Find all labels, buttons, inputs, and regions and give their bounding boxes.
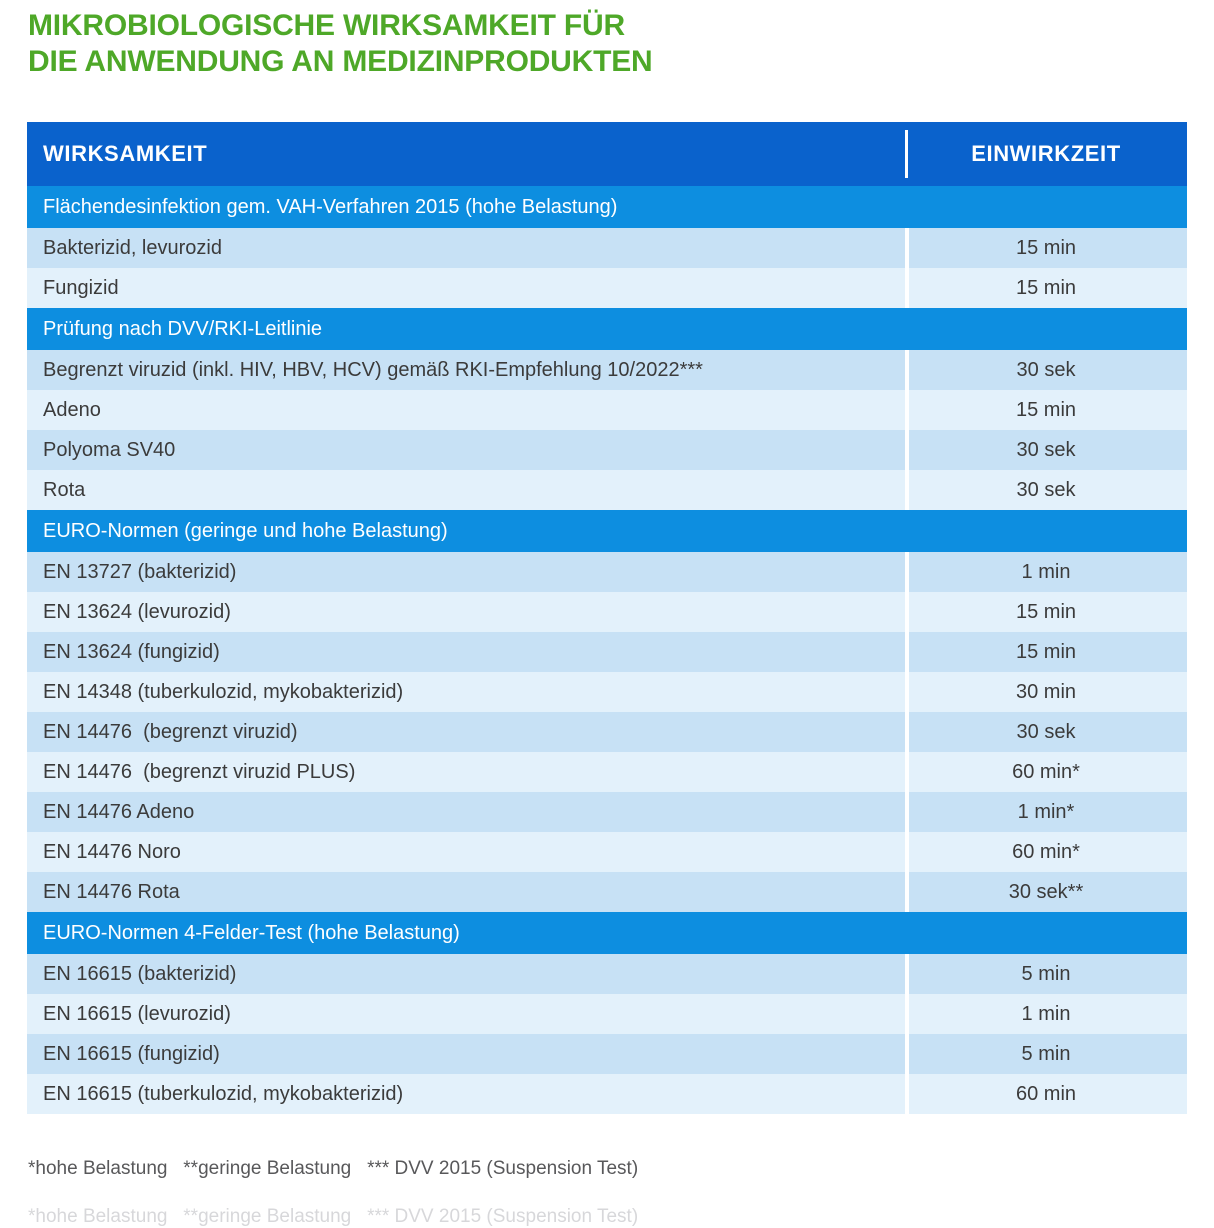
table-row [27,1034,1187,1074]
column-header-contact-time-label: EINWIRKZEIT [971,141,1121,166]
efficacy-cell [27,592,905,632]
efficacy-cell [27,470,905,510]
section-header-label-cell [27,186,905,228]
section-header-spacer-cell [905,186,1187,228]
section-header-row [27,186,1187,228]
contact-time-cell [905,268,1187,308]
contact-time-value: 30 sek [1016,720,1076,743]
contact-time-cell [905,1074,1187,1114]
contact-time-value: 1 min [1021,560,1071,583]
contact-time-value: 15 min [1015,276,1077,299]
column-header-efficacy-label: WIRKSAMKEIT [43,141,208,166]
efficacy-cell [27,872,905,912]
efficacy-cell [27,712,905,752]
efficacy-cell [27,832,905,872]
table-body [27,186,1187,1114]
section-header-label-cell [27,912,905,954]
contact-time-value: 5 min [1021,1042,1071,1065]
table-row [27,390,1187,430]
efficacy-cell [27,228,905,268]
section-header-spacer-cell [905,308,1187,350]
contact-time-value: 60 min* [1012,840,1080,863]
table-row [27,672,1187,712]
contact-time-value: 60 min [1015,1082,1077,1105]
efficacy-label: EN 14476 Rota [43,880,180,903]
efficacy-label: EN 13624 (levurozid) [43,600,231,623]
efficacy-label: EN 14476 (begrenzt viruzid PLUS) [43,760,356,783]
efficacy-label: EN 14476 Adeno [43,800,195,823]
section-header-label: Flächendesinfektion gem. VAH-Verfahren 2015 (hohe Belastung) [43,195,618,218]
efficacy-label: Rota [43,478,86,501]
section-header-label-cell [27,510,905,552]
contact-time-value: 30 sek** [1008,880,1084,903]
table-row [27,470,1187,510]
efficacy-label: EN 14476 Noro [43,840,181,863]
table-row [27,350,1187,390]
table-row [27,592,1187,632]
contact-time-cell [905,592,1187,632]
contact-time-cell [905,470,1187,510]
section-header-row [27,308,1187,350]
contact-time-cell [905,752,1187,792]
table-header-row [27,122,1187,186]
section-header-label: EURO-Normen 4-Felder-Test (hohe Belastung) [43,921,460,944]
column-header-contact-time [905,122,1187,186]
contact-time-value: 5 min [1021,962,1071,985]
contact-time-cell [905,430,1187,470]
efficacy-label: EN 14348 (tuberkulozid, mykobakterizid) [43,680,404,703]
page-title-line-1: MIKROBIOLOGISCHE WIRKSAMKEIT FÜR [28,9,625,42]
efficacy-cell [27,430,905,470]
table-row [27,1074,1187,1114]
contact-time-value: 30 sek [1016,438,1076,461]
contact-time-value: 1 min* [1017,800,1075,823]
contact-time-cell [905,1034,1187,1074]
contact-time-value: 30 sek [1016,478,1076,501]
table-row [27,228,1187,268]
table-row [27,552,1187,592]
efficacy-label: EN 16615 (bakterizid) [43,962,237,985]
efficacy-label: Fungizid [43,276,119,299]
efficacy-cell [27,954,905,994]
contact-time-cell [905,954,1187,994]
contact-time-cell [905,712,1187,752]
contact-time-cell [905,632,1187,672]
contact-time-value: 15 min [1015,236,1077,259]
efficacy-label: EN 16615 (fungizid) [43,1042,220,1065]
contact-time-cell [905,552,1187,592]
efficacy-cell [27,350,905,390]
contact-time-value: 15 min [1015,640,1077,663]
efficacy-cell [27,1034,905,1074]
table-row [27,632,1187,672]
contact-time-value: 15 min [1015,398,1077,421]
table-row [27,792,1187,832]
efficacy-table [27,122,1187,1114]
section-header-label: Prüfung nach DVV/RKI-Leitlinie [43,317,323,340]
efficacy-cell [27,390,905,430]
table-row [27,712,1187,752]
efficacy-label: EN 13624 (fungizid) [43,640,220,663]
section-header-spacer-cell [905,912,1187,954]
efficacy-cell [27,672,905,712]
efficacy-cell [27,792,905,832]
efficacy-label: Begrenzt viruzid (inkl. HIV, HBV, HCV) gemäß RKI-Empfehlung 10/2022*** [43,358,703,381]
page-title [28,8,1028,80]
efficacy-label: EN 13727 (bakterizid) [43,560,237,583]
efficacy-label: Adeno [43,398,101,421]
contact-time-cell [905,994,1187,1034]
efficacy-label: EN 16615 (tuberkulozid, mykobakterizid) [43,1082,404,1105]
contact-time-cell [905,672,1187,712]
efficacy-cell [27,552,905,592]
contact-time-cell [905,792,1187,832]
contact-time-cell [905,832,1187,872]
contact-time-value: 60 min* [1012,760,1080,783]
contact-time-value: 30 sek [1016,358,1076,381]
efficacy-cell [27,752,905,792]
table-row [27,954,1187,994]
contact-time-value: 30 min [1015,680,1077,703]
efficacy-cell [27,632,905,672]
efficacy-label: Polyoma SV40 [43,438,176,461]
section-header-row [27,912,1187,954]
efficacy-cell [27,268,905,308]
table-row [27,832,1187,872]
contact-time-value: 1 min [1021,1002,1071,1025]
section-header-row [27,510,1187,552]
cut-off-text-sliver: *hohe Belastung **geringe Belastung *** DVV 2015 (Suspension Test) [28,1206,639,1227]
efficacy-cell [27,994,905,1034]
contact-time-cell [905,390,1187,430]
footnote: *hohe Belastung **geringe Belastung *** DVV 2015 (Suspension Test) [28,1158,639,1179]
efficacy-cell [27,1074,905,1114]
section-header-label: EURO-Normen (geringe und hohe Belastung) [43,519,448,542]
contact-time-value: 15 min [1015,600,1077,623]
table-row [27,994,1187,1034]
table-row [27,268,1187,308]
table-row [27,872,1187,912]
contact-time-cell [905,350,1187,390]
contact-time-cell [905,228,1187,268]
efficacy-label: EN 14476 (begrenzt viruzid) [43,720,298,743]
efficacy-label: Bakterizid, levurozid [43,236,222,259]
page-title-line-2: DIE ANWENDUNG AN MEDIZINPRODUKTEN [28,45,653,78]
contact-time-cell [905,872,1187,912]
efficacy-label: EN 16615 (levurozid) [43,1002,231,1025]
section-header-spacer-cell [905,510,1187,552]
column-header-efficacy [27,122,905,186]
section-header-label-cell [27,308,905,350]
table-row [27,752,1187,792]
table-row [27,430,1187,470]
